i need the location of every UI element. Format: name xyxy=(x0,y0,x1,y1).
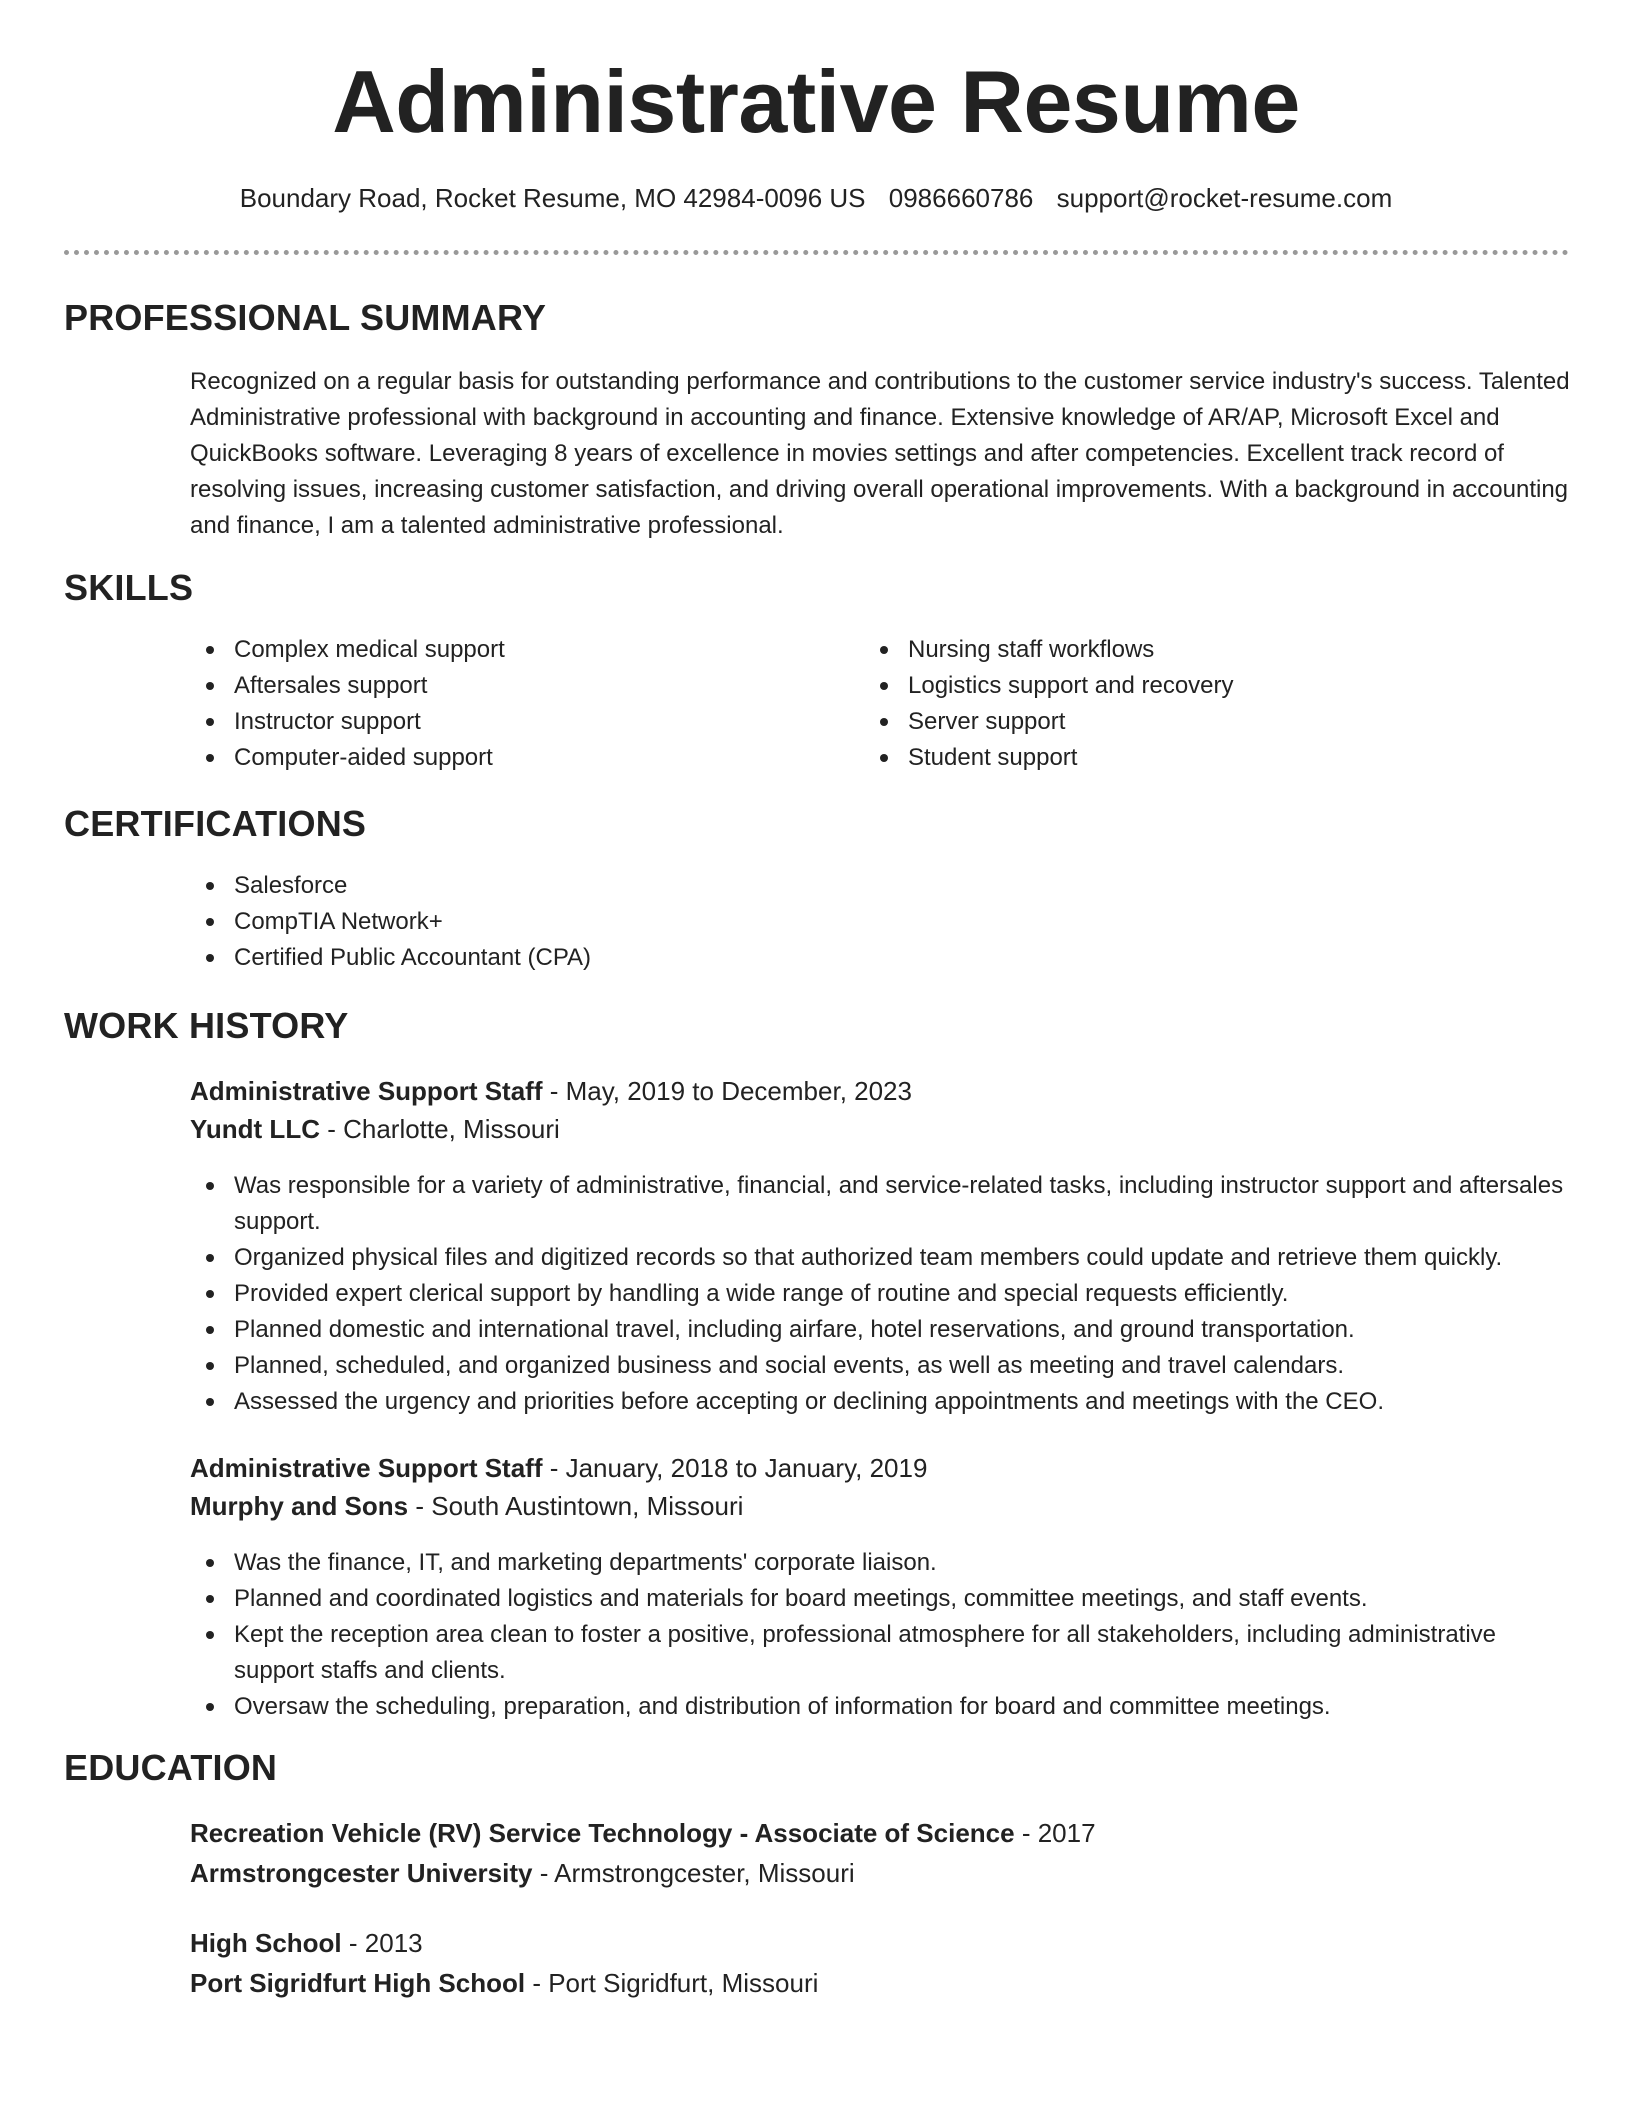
certification-item: Certified Public Accountant (CPA) xyxy=(190,940,1570,976)
education-school-line xyxy=(190,1964,818,2002)
skill-item: Aftersales support xyxy=(190,668,830,704)
skill-item: Instructor support xyxy=(190,704,830,740)
job-bullets xyxy=(190,1545,1570,1725)
job-location: - South Austintown, Missouri xyxy=(408,1491,744,1521)
contact-line xyxy=(0,180,1632,216)
summary-heading: PROFESSIONAL SUMMARY xyxy=(64,297,547,338)
contact-email: support@rocket-resume.com xyxy=(1056,183,1393,213)
education-school: Armstrongcester University xyxy=(190,1858,533,1888)
job-bullet: Planned domestic and international travel, including airfare, hotel reservations, and ground transportation. xyxy=(190,1312,1570,1348)
skill-item: Student support xyxy=(864,740,1504,776)
education-degree: High School xyxy=(190,1928,342,1958)
job-bullet: Provided expert clerical support by handling a wide range of routine and special requests efficiently. xyxy=(190,1276,1570,1312)
job-title-line xyxy=(190,1449,927,1487)
summary-text: Recognized on a regular basis for outstanding performance and contributions to the customer service industry's success. Talented Administrative professional with background in accounting and finance. Extensive knowledge of AR/AP, Microsoft Excel and QuickBooks software. Leveraging 8 years of excellence in movies settings and after competencies. Excellent track record of resolving issues, increasing customer satisfaction, and driving overall operational improvements. With a background in accounting and finance, I am a talented administrative professional. xyxy=(190,368,1570,539)
skills-heading: SKILLS xyxy=(64,567,194,608)
contact-phone: 0986660786 xyxy=(888,183,1034,213)
education-school-line xyxy=(190,1854,855,1892)
job-company-line xyxy=(190,1487,743,1525)
education-location: - Armstrongcester, Missouri xyxy=(532,1858,855,1888)
certifications-heading: CERTIFICATIONS xyxy=(64,803,367,844)
job-company-line xyxy=(190,1110,560,1148)
job-company: Yundt LLC xyxy=(190,1114,320,1144)
job-location: - Charlotte, Missouri xyxy=(319,1114,560,1144)
job-dates: - January, 2018 to January, 2019 xyxy=(542,1453,928,1483)
education-school: Port Sigridfurt High School xyxy=(190,1968,526,1998)
certification-item: Salesforce xyxy=(190,868,1570,904)
skill-item: Logistics support and recovery xyxy=(864,668,1504,704)
job-title: Administrative Support Staff xyxy=(190,1453,543,1483)
education-degree: Recreation Vehicle (RV) Service Technology - Associate of Science xyxy=(190,1818,1015,1848)
education-degree-line xyxy=(190,1814,1096,1852)
skill-item: Computer-aided support xyxy=(190,740,830,776)
job-bullets xyxy=(190,1168,1570,1420)
certification-item: CompTIA Network+ xyxy=(190,904,1570,940)
work-history-heading: WORK HISTORY xyxy=(64,1005,349,1046)
job-bullet: Oversaw the scheduling, preparation, and distribution of information for board and committee meetings. xyxy=(190,1689,1570,1725)
job-bullet: Was responsible for a variety of administrative, financial, and service-related tasks, including instructor support and aftersales support. xyxy=(190,1168,1570,1240)
job-bullet: Was the finance, IT, and marketing departments' corporate liaison. xyxy=(190,1545,1570,1581)
resume-title: Administrative Resume xyxy=(332,52,1300,151)
job-bullet: Planned, scheduled, and organized business and social events, as well as meeting and travel calendars. xyxy=(190,1348,1570,1384)
skill-item: Server support xyxy=(864,704,1504,740)
certifications-list xyxy=(190,868,1570,976)
header-divider xyxy=(64,250,1569,255)
job-company: Murphy and Sons xyxy=(190,1491,409,1521)
skills-list-right xyxy=(864,632,1504,776)
education-heading: EDUCATION xyxy=(64,1747,278,1788)
skill-item: Nursing staff workflows xyxy=(864,632,1504,668)
contact-address: Boundary Road, Rocket Resume, MO 42984-0096 US xyxy=(239,183,866,213)
job-bullet: Assessed the urgency and priorities before accepting or declining appointments and meetings with the CEO. xyxy=(190,1384,1570,1420)
education-location: - Port Sigridfurt, Missouri xyxy=(525,1968,819,1998)
job-bullet: Kept the reception area clean to foster a positive, professional atmosphere for all stakeholders, including administrative support staffs and clients. xyxy=(190,1617,1570,1689)
job-bullet: Planned and coordinated logistics and materials for board meetings, committee meetings, and staff events. xyxy=(190,1581,1570,1617)
job-bullet: Organized physical files and digitized records so that authorized team members could update and retrieve them quickly. xyxy=(190,1240,1570,1276)
job-dates: - May, 2019 to December, 2023 xyxy=(542,1076,912,1106)
job-title: Administrative Support Staff xyxy=(190,1076,543,1106)
education-degree-line xyxy=(190,1924,423,1962)
education-year: - 2017 xyxy=(1014,1818,1096,1848)
education-year: - 2013 xyxy=(341,1928,423,1958)
skill-item: Complex medical support xyxy=(190,632,830,668)
skills-list-left xyxy=(190,632,830,776)
job-title-line xyxy=(190,1072,912,1110)
